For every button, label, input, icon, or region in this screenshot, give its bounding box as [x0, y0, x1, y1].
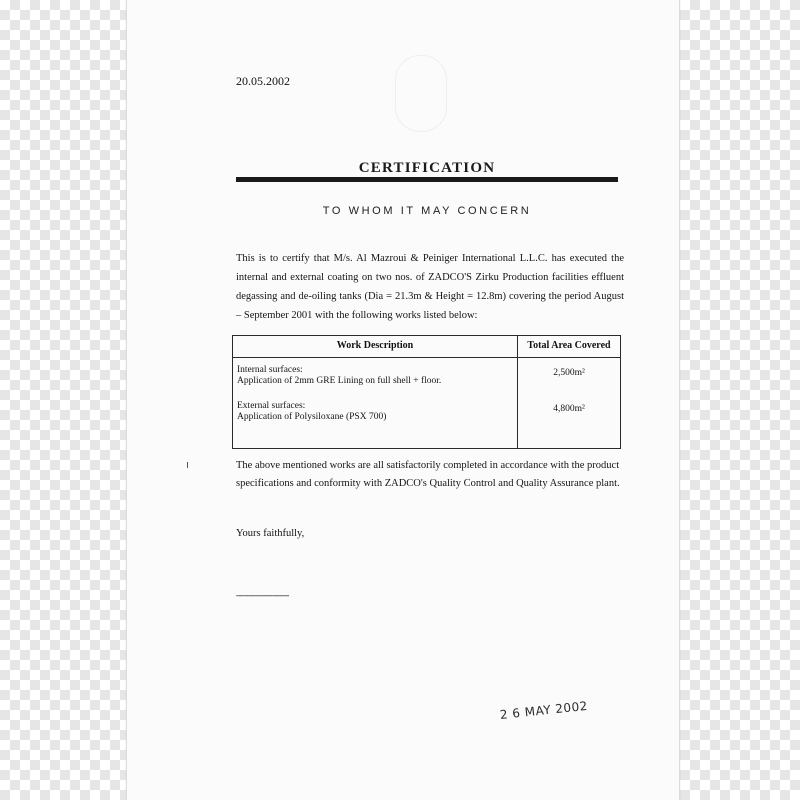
work-detail: Application of Polysiloxane (PSX 700) [237, 412, 387, 422]
margin-mark [187, 462, 188, 468]
certification-title: CERTIFICATION [358, 160, 496, 176]
area-value: 4,800m² [553, 404, 585, 414]
area-value: 2,500m² [553, 368, 585, 378]
document-date: 20.05.2002 [236, 74, 290, 88]
table-row-external [237, 401, 386, 423]
closing-salutation: Yours faithfully, [236, 528, 305, 539]
header-work-description: Work Description [336, 340, 414, 351]
work-detail: Application of 2mm GRE Lining on full shell + floor. [237, 376, 442, 386]
signature-line: ---------------------- [236, 590, 289, 600]
page-left-edge [126, 0, 127, 800]
title-underline-bar [236, 177, 618, 182]
date-stamp: 2 6 MAY 2002 [499, 698, 589, 722]
completion-paragraph: The above mentioned works are all satisfactorily completed in accordance with the product specifications and conformity with ZADCO's Quality Control and Quality Assurance plant. [236, 460, 620, 489]
surface-label: Internal surfaces: [237, 365, 303, 375]
faint-watermark [395, 55, 447, 132]
table-header-rule [233, 357, 620, 358]
page-right-edge [679, 0, 680, 800]
header-total-area: Total Area Covered [527, 340, 611, 351]
table-row-internal [237, 365, 441, 387]
certification-paragraph: This is to certify that M/s. Al Mazroui & Peiniger International L.L.C. has executed the internal and external coating on two nos. of ZADCO'S Zirku Production facilities effluent degassing and de-oiling tanks (Dia = 21.3m & Height = 12.8m) covering the period August – September 2001 with the following works listed below: [236, 253, 624, 321]
table-column-divider [517, 336, 518, 448]
surface-label: External surfaces: [237, 401, 306, 411]
salutation: TO WHOM IT MAY CONCERN [322, 205, 532, 217]
works-table [232, 335, 621, 449]
